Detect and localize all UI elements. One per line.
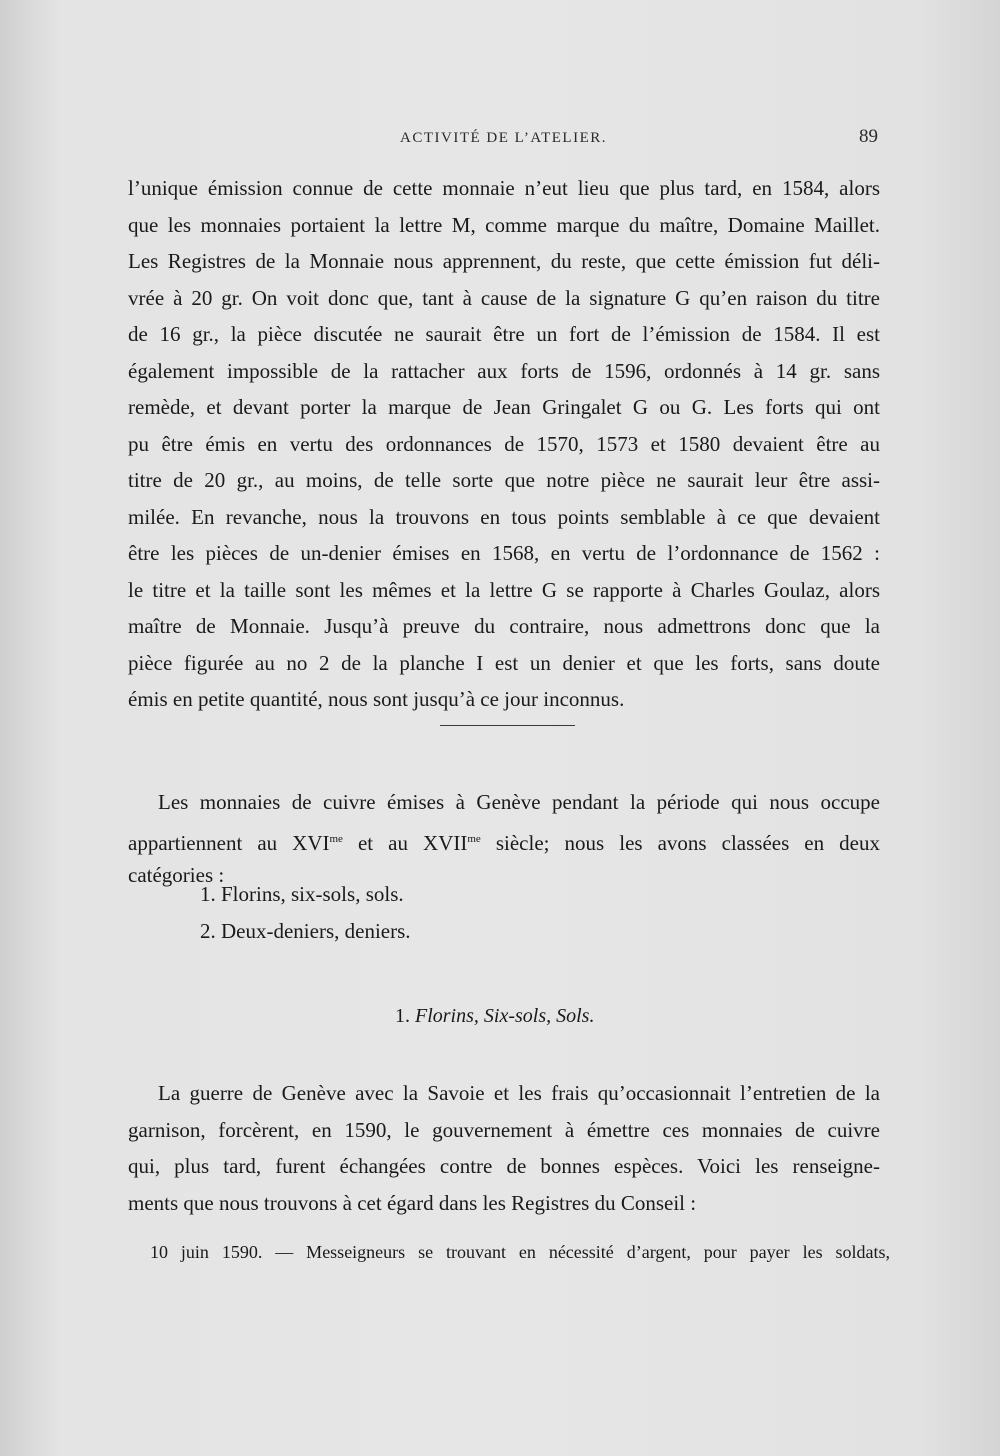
text-line: milée. En revanche, nous la trouvons en tous points semblable à ce que devaient <box>128 504 880 529</box>
superscript: me <box>467 832 481 845</box>
text-segment: et au XVII <box>342 830 468 855</box>
text-line: vrée à 20 gr. On voit donc que, tant à cause de la signature G qu’en raison du titre <box>128 285 880 310</box>
text-line: maître de Monnaie. Jusqu’à preuve du contraire, nous admettrons donc que la <box>128 614 880 638</box>
text-line: titre de 20 gr., au moins, de telle sorte que notre pièce ne saurait leur être assi- <box>128 468 880 492</box>
section-number: 1. <box>395 1005 410 1027</box>
category-list <box>200 876 700 950</box>
text-line: que les monnaies portaient la lettre M, comme marque du maître, Domaine Maillet. <box>128 212 880 237</box>
list-item: 1. Florins, six-sols, sols. <box>200 882 404 906</box>
text-line: également impossible de la rattacher aux forts de 1596, ordonnés à 14 gr. sans <box>128 358 880 383</box>
paragraph-3 <box>128 1075 880 1221</box>
text-line: catégories : <box>128 863 225 887</box>
text-line: émis en petite quantité, nous sont jusqu’à ce jour inconnus. <box>128 687 625 711</box>
text-line: ments que nous trouvons à cet égard dans les Registres du Conseil : <box>128 1190 697 1215</box>
text-line <box>128 821 880 858</box>
section-heading <box>395 1005 594 1028</box>
text-line: qui, plus tard, furent échangées contre de bonnes espèces. Voici les renseigne- <box>128 1154 880 1178</box>
text-segment: appartiennent au XVI <box>128 830 330 855</box>
text-line: pièce figurée au no 2 de la planche I est un denier et que les forts, sans doute <box>128 650 880 675</box>
running-head <box>130 126 880 160</box>
text-line: remède, et devant porter la marque de Jean Gringalet G ou G. Les forts qui ont <box>128 395 880 419</box>
text-line: La guerre de Genève avec la Savoie et les frais qu’occasionnait l’entretien de la <box>158 1081 880 1105</box>
text-line: l’unique émission connue de cette monnaie n’eut lieu que plus tard, en 1584, alors <box>128 176 880 200</box>
text-line: pu être émis en vertu des ordonnances de 1570, 1573 et 1580 devaient être au <box>128 431 880 456</box>
running-title: ACTIVITÉ DE L’ATELIER. <box>400 130 607 146</box>
text-line: de 16 gr., la pièce discutée ne saurait être un fort de l’émission de 1584. Il est <box>128 322 880 346</box>
section-divider <box>440 725 575 726</box>
quoted-register-entry: 10 juin 1590. — Messeigneurs se trouvant en nécessité d’argent, pour payer les soldats, <box>150 1242 890 1262</box>
text-line: Les monnaies de cuivre émises à Genève pendant la période qui nous occupe <box>158 790 880 814</box>
paragraph-1 <box>128 170 880 718</box>
text-segment: siècle; nous les avons classées en deux <box>480 830 880 855</box>
text-line: garnison, forcèrent, en 1590, le gouvernement à émettre ces monnaies de cuivre <box>128 1117 880 1142</box>
text-line: le titre et la taille sont les mêmes et la lettre G se rapporte à Charles Goulaz, alors <box>128 577 880 602</box>
text-line: Les Registres de la Monnaie nous apprennent, du reste, que cette émission fut déli- <box>128 249 880 273</box>
superscript: me <box>329 832 343 845</box>
list-item: 2. Deux-deniers, deniers. <box>200 919 411 943</box>
page-number: 89 <box>859 126 878 147</box>
section-title: Florins, Six-sols, Sols. <box>415 1005 595 1027</box>
text-line: être les pièces de un-denier émises en 1568, en vertu de l’ordonnance de 1562 : <box>128 541 880 565</box>
